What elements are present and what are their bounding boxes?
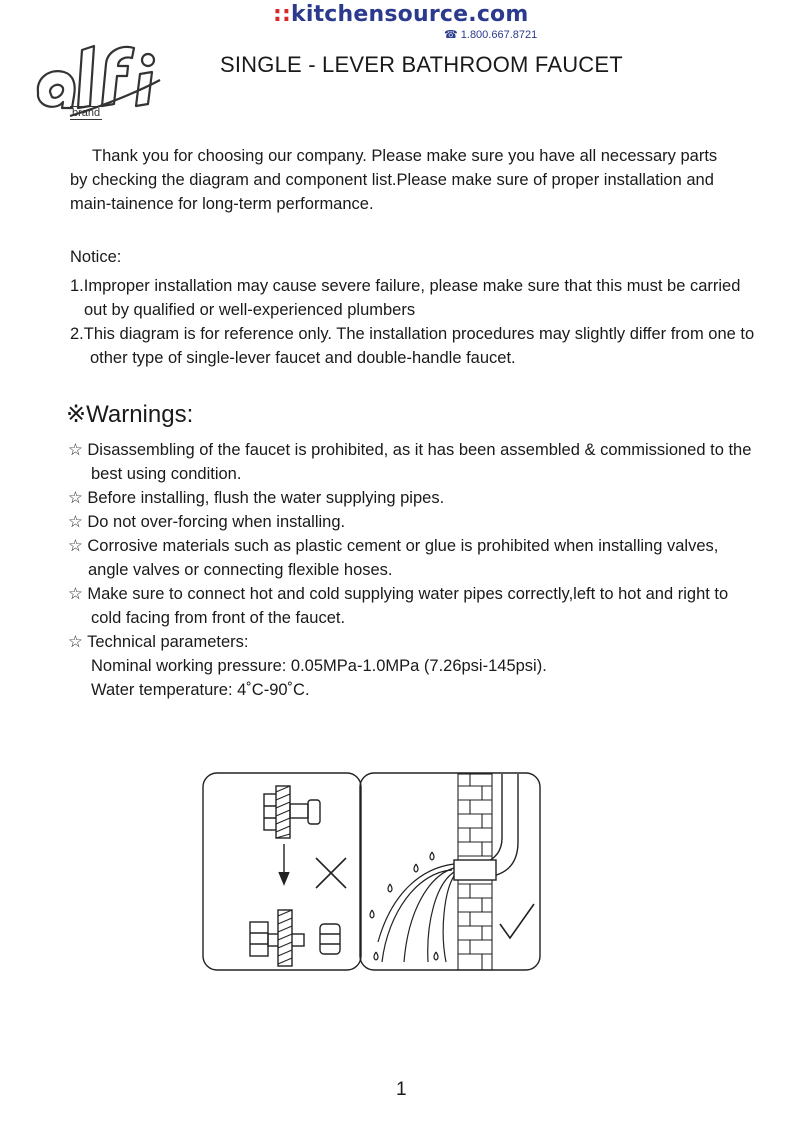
- notice-item: [70, 322, 760, 370]
- warning-line: ☆ Do not over-forcing when installing.: [68, 513, 346, 531]
- page-number: 1: [396, 1079, 407, 1100]
- notice-line: 1.Improper installation may cause severe failure, please make sure that this must be carried: [70, 277, 741, 295]
- alfi-logo-graphic: [30, 30, 180, 140]
- warning-item: [68, 582, 768, 630]
- notice-line: 2.This diagram is for reference only. The installation procedures may slightly differ from one to: [70, 325, 755, 343]
- warning-item: [68, 534, 768, 582]
- wrong-mark-icon: [316, 858, 346, 888]
- diagram-svg: [202, 772, 542, 972]
- notice-line-cont: out by qualified or well-experienced plumbers: [84, 301, 416, 319]
- bolt-assembled-icon: [264, 786, 320, 838]
- right-panel-frame: [360, 773, 540, 970]
- warning-line: ☆ Corrosive materials such as plastic cement or glue is prohibited when installing valves,: [68, 537, 719, 555]
- warning-item: [68, 438, 768, 486]
- phone-number: 1.800.667.8721: [460, 29, 538, 41]
- bolt-separated-icon: [250, 910, 340, 966]
- installation-diagram: [202, 772, 542, 972]
- tech-param: Nominal working pressure: 0.05MPa-1.0MPa (7.26psi-145psi).: [91, 657, 547, 675]
- warning-line-cont: best using condition.: [91, 465, 242, 483]
- warning-item: [68, 486, 768, 510]
- notice-heading: Notice:: [70, 248, 122, 266]
- correct-mark-icon: [500, 904, 534, 938]
- warning-line-cont: angle valves or connecting flexible hoses.: [88, 561, 393, 579]
- warning-line: ☆ Disassembling of the faucet is prohibited, as it has been assembled & commissioned to the: [68, 441, 752, 459]
- intro-paragraph: Thank you for choosing our company. Please make sure you have all necessary parts by checking the diagram and component list.Please make sure of proper installation and main-tainence for long-term performance.: [70, 147, 718, 213]
- warning-line: ☆ Before installing, flush the water supplying pipes.: [68, 489, 445, 507]
- site-phone: [444, 28, 537, 41]
- tech-param: Water temperature: 4˚C-90˚C.: [91, 681, 310, 699]
- water-pipe-icon: [454, 774, 518, 880]
- warning-line-cont: cold facing from front of the faucet.: [91, 609, 346, 627]
- warning-item: [68, 510, 768, 534]
- water-flush-icon: [370, 852, 454, 962]
- warning-line: ☆ Make sure to connect hot and cold supplying water pipes correctly,left to hot and right to: [68, 585, 729, 603]
- notice-item: [70, 274, 760, 322]
- site-prefix: ::: [273, 2, 291, 27]
- site-watermark: [273, 2, 529, 27]
- warning-line: ☆ Technical parameters:: [68, 633, 249, 651]
- notice-list: [70, 274, 760, 370]
- notice-line-cont: other type of single-lever faucet and double-handle faucet.: [90, 349, 516, 367]
- warnings-list: [68, 438, 768, 702]
- site-name: kitchensource.com: [291, 2, 529, 27]
- page-title: SINGLE - LEVER BATHROOM FAUCET: [220, 52, 623, 77]
- brand-sub-label: brand: [72, 107, 101, 119]
- brand-logo: [30, 30, 180, 140]
- warnings-heading: ※Warnings:: [66, 401, 194, 428]
- warning-item: [68, 630, 768, 654]
- phone-icon: ☎: [444, 29, 458, 41]
